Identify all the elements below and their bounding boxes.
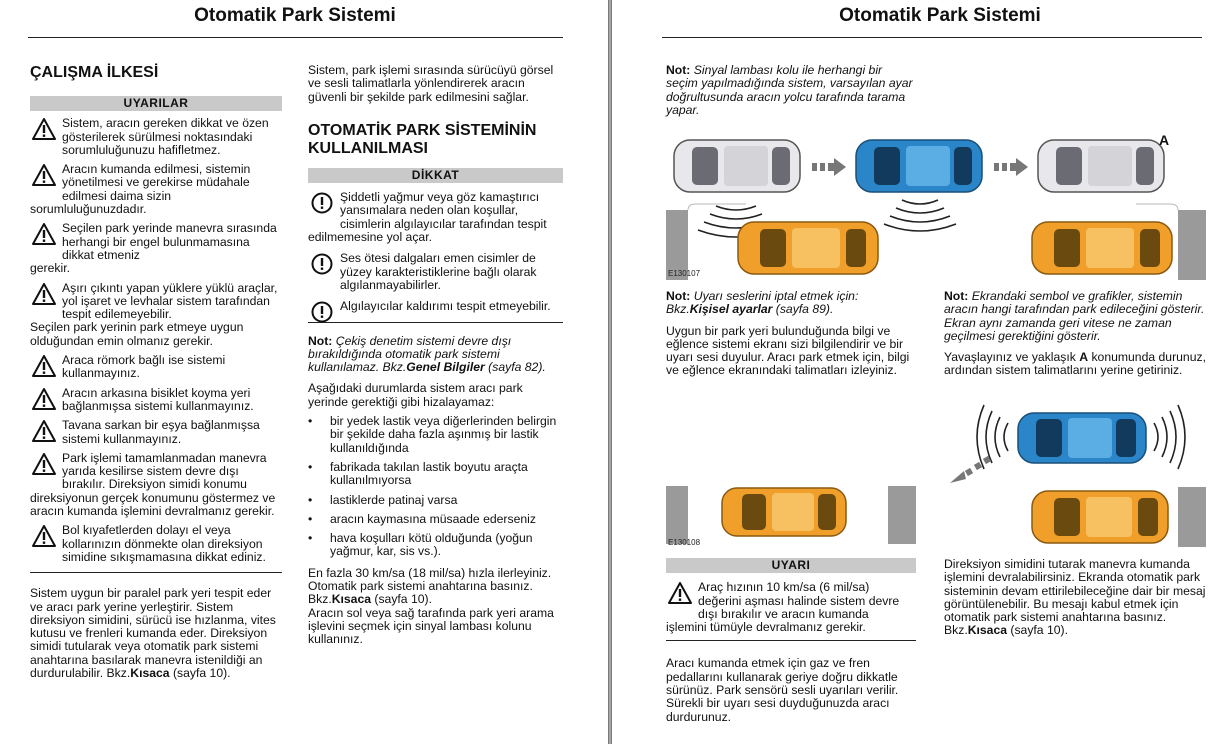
note-label: Not: (944, 289, 969, 303)
paragraph-tail: konumunda durunuz, ardından sistem talimatlarını yerine getiriniz. (944, 350, 1206, 378)
reverse-arrow (950, 456, 991, 483)
warning-text-cont: Seçilen park yerinin park etmeye uygun olduğundan emin olmanız gerekir. (30, 320, 244, 348)
note-tail: (sayfa 82). (484, 360, 546, 375)
list-item: • hava koşulları kötü olduğunda (yoğun yağmur, kar, sis vs.). (308, 532, 563, 559)
warning-triangle-icon (32, 118, 56, 140)
warning-triangle-icon (32, 525, 56, 547)
note-text: Ekrandaki sembol ve grafikler, sistemin aracın hangi tarafından park edileceğini gösterir. Ekran aynı zamanda geri vitese ne zaman geçilmesi gerektiğini gösterir. (944, 289, 1205, 343)
column-4 (944, 290, 1206, 378)
note (666, 290, 918, 317)
caution-list (308, 191, 563, 313)
divider (666, 640, 916, 641)
figure-label: E130108 (668, 538, 701, 547)
warning-item (30, 387, 282, 414)
warning-text: Araca römork bağlı ise sistemi kullanmayınız. (62, 353, 226, 381)
bottom-tail: (sayfa 10). (1007, 623, 1068, 638)
warning-item (30, 524, 282, 564)
title-rule (28, 37, 563, 38)
warning-item (30, 452, 282, 518)
warning-text-cont: işlemini tümüyle devralmanız gerekir. (666, 620, 866, 635)
column-1 (30, 64, 282, 680)
page-ref-link[interactable]: Kısaca (130, 665, 170, 680)
warning-item (30, 282, 282, 348)
bottom-paragraph: Aracı kumanda etmek için gaz ve fren pedallarını kullanarak geriye doğru dikkatle sürünüz. Park sensörü sesli uyarıları verilir. Sürekli bir uyarı sesi duyduğunuzda aracı durdurunuz. (666, 656, 899, 724)
warning-text-cont: direksiyonun gerçek konumunu göstermez ve aracın kumanda işlemini devralmanız gerekir. (30, 490, 276, 519)
bottom-paragraph (944, 558, 1206, 638)
speed-paragraph (308, 567, 563, 607)
car-blue-1 (856, 140, 982, 192)
warning-triangle-icon (668, 582, 692, 604)
page-ref-link[interactable]: Genel Bilgiler (406, 360, 485, 375)
warnings-bar: UYARILAR (30, 96, 282, 111)
paragraph-text: Yavaşlayınız ve yaklaşık (944, 350, 1080, 365)
note-label: Not: (666, 63, 691, 77)
page-ref-link[interactable]: Kısaca (331, 592, 372, 607)
warning-text: Tavana sarkan bir eşya bağlanmışsa sistemi kullanmayınız. (62, 418, 260, 446)
warning-triangle-icon (32, 223, 56, 245)
warning-text: Park işlemi tamamlanmadan manevra yarıda kesilirse sistem devre dışı bırakılır. Direksiyon simidi konumu (62, 450, 267, 492)
page-ref-link[interactable]: Kişisel ayarlar (689, 302, 773, 317)
car-white-2 (1038, 140, 1164, 192)
figure-parking-scan (666, 128, 1206, 280)
figure-parking-gap (666, 482, 916, 548)
warning-bar: UYARI (666, 558, 916, 573)
note-label: Not: (308, 333, 333, 348)
note (944, 290, 1206, 343)
warning-triangle-icon (32, 420, 56, 442)
warning-item (30, 117, 282, 157)
arrow-1 (812, 158, 846, 176)
warning-item (308, 252, 563, 292)
kerb-right (1178, 210, 1206, 280)
caution-circle-icon (310, 192, 334, 214)
list-item: • aracın kaymasına müsaade ederseniz (308, 513, 563, 526)
sensor-waves-2 (884, 200, 956, 231)
divider (30, 572, 282, 573)
warning-text: Seçilen park yerinde manevra sırasında herhangi bir engel bulunmamasına dikkat etmeniz (62, 221, 277, 262)
warning-text-cont: edilmemesine yol açar. (308, 230, 432, 245)
page-title: Otomatik Park Sistemi (839, 5, 1041, 26)
warning-text: Aşırı çıkıntı yapan yüklere yüklü araçlar, yol işaret ve levhalar sistem tarafından tespit edilemeyebilir. (62, 280, 278, 322)
list-item: • bir yedek lastik veya diğerlerinden belirgin bir şekilde daha fazla aşınmış bir lastik kullanıldığında (308, 415, 563, 455)
warning-text: Şiddetli yağmur veya göz kamaştırıcı yansımalara neden olan koşullar, cisimlerin algılayıcılar tarafından tespit (340, 190, 547, 231)
speed-tail: (sayfa 10). (371, 592, 432, 607)
warning-text: Bol kıyafetlerden dolayı el veya kollarınızın dönmekte olan direksiyon simidine sıkışmamasına dikkat ediniz. (62, 523, 266, 564)
car-orange-1 (738, 222, 878, 274)
car-white-1 (674, 140, 800, 192)
warning-triangle-icon (32, 453, 56, 475)
warning-triangle-icon (32, 388, 56, 410)
warning-text-cont: gerekir. (30, 261, 70, 276)
kerb-left (666, 486, 688, 544)
note-label: Not: (666, 289, 691, 303)
warning-item (308, 191, 563, 244)
car-orange (1032, 491, 1168, 543)
note (308, 335, 563, 375)
warning-triangle-icon (32, 283, 56, 305)
intro-text: Sistem, park işlemi sırasında sürücüyü görsel ve sesli talimatlarla yönlendirerek aracın güvenli bir şekilde park edilmesini sağlar. (308, 63, 554, 104)
warning-text: Algılayıcılar kaldırımı tespit etmeyebilir. (340, 299, 551, 314)
position-ref: A (1079, 350, 1089, 365)
figure-stop-position (944, 405, 1206, 550)
top-note (666, 64, 916, 117)
kerb (1178, 487, 1206, 547)
warning-item (30, 419, 282, 446)
note-text: Uyarı seslerini iptal etmek için: Bkz. (666, 289, 859, 317)
page-ref-link[interactable]: Kısaca (967, 623, 1008, 638)
column-4-lower (944, 558, 1206, 638)
note-tail: (sayfa 89). (772, 302, 834, 317)
caution-circle-icon (310, 301, 334, 323)
paragraph-tail: (sayfa 10). (169, 665, 231, 680)
page-title: Otomatik Park Sistemi (194, 5, 396, 26)
warning-text: Sistem, aracın gereken dikkat ve özen gösterilerek sürülmesi noktasındaki sorumluluğunuzu hafifletmez. (62, 116, 269, 157)
warning-triangle-icon (32, 164, 56, 186)
warning-item (30, 354, 282, 381)
figure-label: E130107 (668, 269, 701, 278)
warning-text: Ses ötesi dalgaları emen cisimler de yüzey karakteristiklerine bağlı olarak algılanmayabilirler. (340, 251, 537, 292)
arrow-2 (994, 158, 1028, 176)
column-3-lower (666, 558, 916, 724)
left-page (0, 0, 608, 744)
list-item: • fabrikada takılan lastik boyutu araçta kullanılmıyorsa (308, 461, 563, 488)
title-rule (662, 37, 1202, 38)
kerb-right (888, 486, 916, 544)
paragraph-text: Sistem uygun bir paralel park yeri tespit eder ve aracı park yerine yerleştirir. Sistem direksiyon simidini, sürücü ise hızlanma, vites kutusu ve frenleri kumanda eder. Direksiyon simidi tutularak veya otomatik park sistemi anahtarına basılarak manevra istenildiği an durdurulabilir. Bkz. (30, 586, 276, 680)
warning-text-cont: sorumluluğunuzdadır. (30, 202, 147, 217)
list-intro: Aşağıdaki durumlarda sistem aracı park yerinde gerektiği gibi hizalayamaz: (308, 381, 523, 409)
warning-text: Araç hızının 10 km/sa (6 mil/sa) değerini aşması halinde sistem devre dışı bırakılır ve aracın kumanda (698, 580, 900, 621)
position-marker: A (1159, 132, 1170, 148)
warning-item (308, 300, 563, 313)
column-2 (308, 64, 563, 647)
car-blue (1018, 413, 1146, 463)
note-text: Sinyal lambası kolu ile herhangi bir seçim yapılmadığında sistem, varsayılan ayar doğrultusunda aracın yolcu tarafında tarama yapar. (666, 63, 913, 117)
divider (308, 322, 563, 323)
note-text: Çekiş denetim sistemi devre dışı bırakıldığında otomatik park sistemi kullanılamaz. Bkz. (308, 333, 512, 375)
bottom-text: Direksiyon simidini tutarak manevra kumanda işlemini devralabilirsiniz. Ekranda otomatik park sisteminin devam ettirilebileceğine dair bir mesaj görüntülenebilir. Bu mesajı kabul etmek için otomatik park sistemi anahtarına basınız. Bkz. (944, 557, 1206, 638)
sensor-waves-left (977, 405, 1008, 469)
warning-item (30, 163, 282, 216)
condition-list (308, 415, 563, 559)
warning-item (30, 222, 282, 275)
warning-triangle-icon (32, 355, 56, 377)
caution-bar: DİKKAT (308, 168, 563, 183)
car-orange-2 (1032, 222, 1172, 274)
warning-item (666, 581, 916, 634)
paragraph (30, 587, 282, 680)
column-3 (666, 290, 918, 378)
car-orange (722, 488, 846, 536)
warnings-list (30, 117, 282, 564)
caution-circle-icon (310, 253, 334, 275)
warning-text: Aracın kumanda edilmesi, sistemin yönetilmesi ve gerekirse müdahale edilmesi daima sizin (62, 162, 251, 203)
speed-text: En fazla 30 km/sa (18 mil/sa) hızla ilerleyiniz. Otomatik park sistemi anahtarına basınız. Bkz. (308, 565, 552, 607)
signal-paragraph: Aracın sol veya sağ tarafında park yeri arama işlevini seçmek için sinyal lambası kolunu kullanınız. (308, 605, 554, 647)
right-page (612, 0, 1218, 744)
section-heading: ÇALIŞMA İLKESİ (30, 64, 159, 81)
section-heading: OTOMATİK PARK SİSTEMİNİN KULLANILMASI (308, 121, 537, 157)
sensor-waves-right (1154, 405, 1185, 469)
list-item: • lastiklerde patinaj varsa (308, 494, 563, 507)
warning-text: Aracın arkasına bisiklet koyma yeri bağlanmışsa sistemi kullanmayınız. (62, 385, 254, 413)
paragraph (944, 351, 1206, 378)
paragraph: Uygun bir park yeri bulunduğunda bilgi ve eğlence sistemi ekranı sizi bilgilendirir ve bir uyarı sesi duyulur. Aracı park etmek için, bilgi ve eğlence ekranındaki talimatları izleyiniz. (666, 323, 910, 378)
